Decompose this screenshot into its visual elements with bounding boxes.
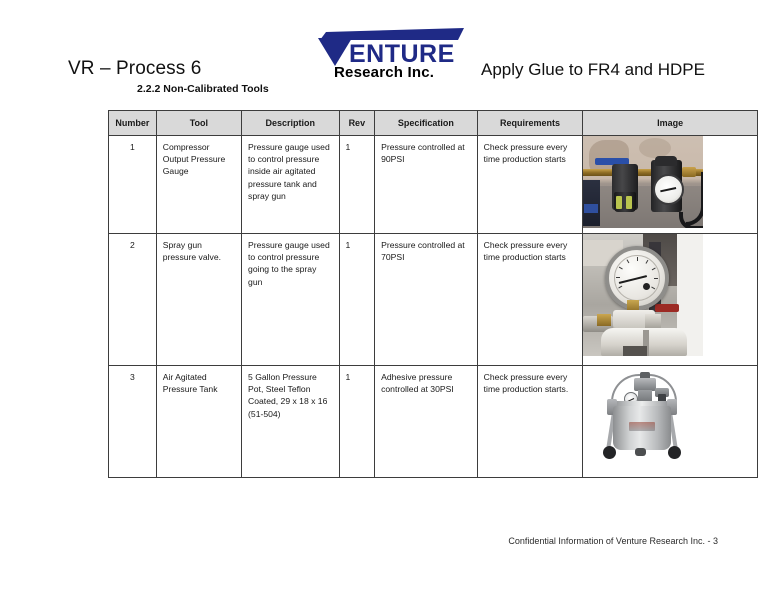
- table-row: [109, 136, 758, 234]
- section-heading: 2.2.2 Non-Calibrated Tools: [137, 83, 269, 95]
- compressor-output-pressure-gauge-photo: [583, 136, 703, 228]
- column-header-tool: Tool: [156, 111, 241, 136]
- table-row: [109, 366, 758, 478]
- cell-number: 2: [109, 234, 157, 366]
- venture-research-logo: [318, 28, 464, 78]
- svg-text:Research Inc.: Research Inc.: [334, 64, 435, 78]
- cell-tool: Compressor Output Pressure Gauge: [156, 136, 241, 234]
- column-header-image: Image: [583, 111, 758, 136]
- page-title: VR – Process 6: [68, 58, 202, 79]
- cell-requirements: Check pressure every time production starts.: [477, 366, 583, 478]
- table-row: [109, 234, 758, 366]
- svg-text:ENTURE: ENTURE: [349, 40, 455, 68]
- spray-gun-pressure-valve-photo: [583, 234, 703, 356]
- cell-number: 1: [109, 136, 157, 234]
- cell-specification: Pressure controlled at 90PSI: [375, 136, 478, 234]
- air-agitated-pressure-tank-photo: [583, 366, 703, 466]
- page-header: [0, 0, 776, 105]
- cell-rev: 1: [339, 234, 375, 366]
- cell-image: [583, 234, 758, 366]
- non-calibrated-tools-table: [108, 110, 758, 478]
- column-header-number: Number: [109, 111, 157, 136]
- cell-rev: 1: [339, 366, 375, 478]
- table-header-row: [109, 111, 758, 136]
- process-step-title: Apply Glue to FR4 and HDPE: [481, 60, 705, 79]
- cell-image: [583, 366, 758, 478]
- column-header-rev: Rev: [339, 111, 375, 136]
- cell-requirements: Check pressure every time production starts: [477, 136, 583, 234]
- cell-rev: 1: [339, 136, 375, 234]
- cell-requirements: Check pressure every time production starts: [477, 234, 583, 366]
- cell-specification: Adhesive pressure controlled at 30PSI: [375, 366, 478, 478]
- column-header-requirements: Requirements: [477, 111, 583, 136]
- cell-number: 3: [109, 366, 157, 478]
- column-header-specification: Specification: [375, 111, 478, 136]
- cell-description: Pressure gauge used to control pressure inside air agitated pressure tank and spray gun: [242, 136, 340, 234]
- column-header-description: Description: [242, 111, 340, 136]
- cell-description: 5 Gallon Pressure Pot, Steel Teflon Coated, 29 x 18 x 16 (51-504): [242, 366, 340, 478]
- page-footer: Confidential Information of Venture Research Inc. - 3: [508, 536, 718, 546]
- cell-tool: Spray gun pressure valve.: [156, 234, 241, 366]
- cell-specification: Pressure controlled at 70PSI: [375, 234, 478, 366]
- cell-tool: Air Agitated Pressure Tank: [156, 366, 241, 478]
- cell-image: [583, 136, 758, 234]
- cell-description: Pressure gauge used to control pressure going to the spray gun: [242, 234, 340, 366]
